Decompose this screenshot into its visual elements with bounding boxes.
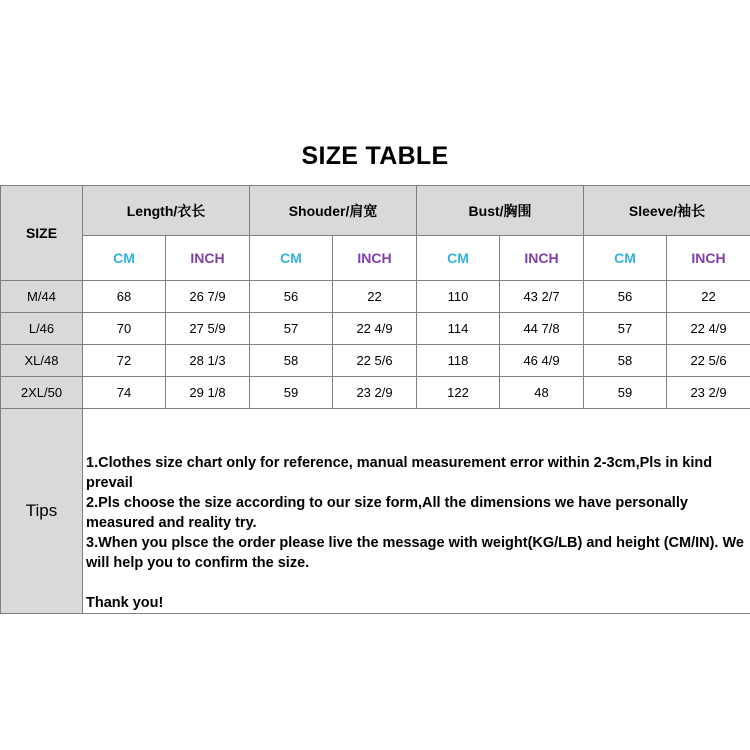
unit-cm: CM xyxy=(250,236,333,281)
size-header: SIZE xyxy=(1,186,83,281)
table-cell: 29 1/8 xyxy=(166,377,250,409)
table-cell: 22 xyxy=(667,281,750,313)
tips-text xyxy=(83,409,750,614)
unit-inch: INCH xyxy=(333,236,417,281)
table-cell: 59 xyxy=(584,377,667,409)
size-table xyxy=(0,185,750,614)
table-cell: 110 xyxy=(417,281,500,313)
table-cell: 56 xyxy=(250,281,333,313)
table-cell: 44 7/8 xyxy=(500,313,584,345)
size-label: L/46 xyxy=(1,313,83,345)
table-cell: 22 5/6 xyxy=(667,345,750,377)
table-cell: 22 5/6 xyxy=(333,345,417,377)
table-cell: 122 xyxy=(417,377,500,409)
table-row xyxy=(1,377,750,409)
unit-cm: CM xyxy=(417,236,500,281)
tip-line: 3.When you plsce the order please live the message with weight(KG/LB) and height (CM/IN). We will help you to confirm the size. xyxy=(86,535,744,571)
table-cell: 72 xyxy=(83,345,166,377)
group-header-bust: Bust/胸围 xyxy=(417,186,584,236)
unit-cm: CM xyxy=(83,236,166,281)
table-row xyxy=(1,345,750,377)
tips-row xyxy=(1,409,750,614)
table-cell: 22 xyxy=(333,281,417,313)
tips-closing: Thank you! xyxy=(86,595,164,611)
size-label: M/44 xyxy=(1,281,83,313)
page-title: SIZE TABLE xyxy=(301,142,449,170)
table-cell: 114 xyxy=(417,313,500,345)
size-label: 2XL/50 xyxy=(1,377,83,409)
tips-label: Tips xyxy=(1,409,83,614)
unit-inch: INCH xyxy=(166,236,250,281)
unit-inch: INCH xyxy=(500,236,584,281)
table-cell: 59 xyxy=(250,377,333,409)
table-cell: 58 xyxy=(250,345,333,377)
table-cell: 28 1/3 xyxy=(166,345,250,377)
table-cell: 57 xyxy=(584,313,667,345)
table-cell: 22 4/9 xyxy=(667,313,750,345)
table-cell: 57 xyxy=(250,313,333,345)
unit-inch: INCH xyxy=(667,236,750,281)
group-header-sleeve: Sleeve/袖长 xyxy=(584,186,750,236)
group-header-length: Length/衣长 xyxy=(83,186,250,236)
group-header-shoulder: Shouder/肩宽 xyxy=(250,186,417,236)
unit-header-row xyxy=(1,236,750,281)
tip-line: 1.Clothes size chart only for reference, manual measurement error within 2-3cm,Pls in kind prevail xyxy=(86,455,713,491)
tip-line: 2.Pls choose the size according to our size form,All the dimensions we have personally measured and reality try. xyxy=(86,495,688,531)
table-cell: 23 2/9 xyxy=(333,377,417,409)
table-cell: 56 xyxy=(584,281,667,313)
table-cell: 46 4/9 xyxy=(500,345,584,377)
unit-cm: CM xyxy=(584,236,667,281)
group-header-row xyxy=(1,186,750,236)
table-cell: 70 xyxy=(83,313,166,345)
table-cell: 22 4/9 xyxy=(333,313,417,345)
table-cell: 43 2/7 xyxy=(500,281,584,313)
table-cell: 58 xyxy=(584,345,667,377)
table-cell: 26 7/9 xyxy=(166,281,250,313)
table-cell: 23 2/9 xyxy=(667,377,750,409)
table-cell: 74 xyxy=(83,377,166,409)
table-row xyxy=(1,281,750,313)
table-row xyxy=(1,313,750,345)
table-cell: 118 xyxy=(417,345,500,377)
table-cell: 68 xyxy=(83,281,166,313)
size-label: XL/48 xyxy=(1,345,83,377)
table-cell: 48 xyxy=(500,377,584,409)
table-cell: 27 5/9 xyxy=(166,313,250,345)
